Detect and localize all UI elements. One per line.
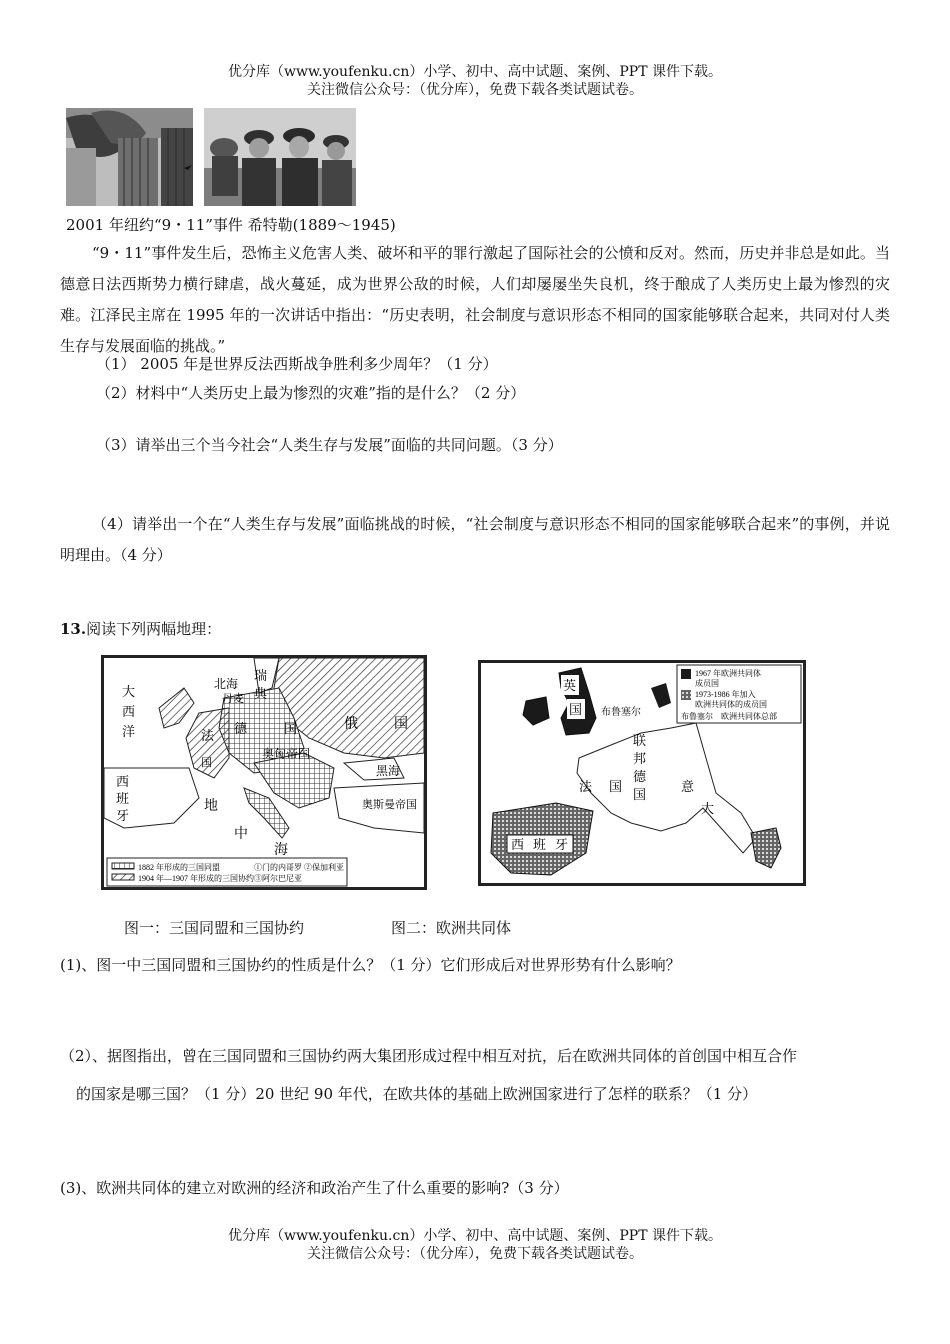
q13-sub1: (1)、图一中三国同盟和三国协约的性质是什么？（1 分）它们形成后对世界形势有什么影响？ bbox=[60, 956, 681, 974]
footer-line-2: 关注微信公众号：（优分库），免费下载各类试题试卷。 bbox=[307, 1246, 643, 1262]
svg-text:1973-1986 年加入: 1973-1986 年加入 bbox=[695, 690, 756, 699]
svg-text:欧洲共同体的成员国: 欧洲共同体的成员国 bbox=[695, 700, 767, 709]
svg-text:班: 班 bbox=[116, 791, 130, 806]
map1-label-austria-hungary: 奥匈帝国 bbox=[262, 747, 311, 761]
map1-label-france: 法 bbox=[201, 728, 215, 743]
svg-text:欧洲共同体总部: 欧洲共同体总部 bbox=[721, 712, 777, 721]
map1-label-black-sea: 黑海 bbox=[376, 764, 401, 778]
q13-sub2-line2: 的国家是哪三国？（1 分）20 世纪 90 年代，在欧共体的基础上欧洲国家进行了怎样的联系？（1 分） bbox=[76, 1085, 758, 1103]
header-line-2: 关注微信公众号：（优分库），免费下载各类试题试卷。 bbox=[307, 82, 643, 98]
svg-text:典: 典 bbox=[254, 686, 268, 701]
svg-text:丹麦: 丹麦 bbox=[222, 693, 244, 705]
q13-sub3: (3)、欧洲共同体的建立对欧洲的经济和政治产生了什么重要的影响?（3 分） bbox=[60, 1179, 569, 1197]
map1-label-ottoman: 奥斯曼帝国 bbox=[362, 799, 417, 811]
svg-text:国: 国 bbox=[609, 779, 623, 794]
header-line-1: 优分库（www.youfenku.cn）小学、初中、高中试题、案例、PPT 课件下载。 bbox=[227, 64, 722, 80]
svg-text:成员国: 成员国 bbox=[695, 679, 719, 688]
svg-text:布鲁塞尔: 布鲁塞尔 bbox=[681, 712, 713, 721]
q12-sub2: （2）材料中“人类历史上最为惨烈的灾难”指的是什么？（2 分） bbox=[96, 384, 526, 402]
map1-label-germany: 德 bbox=[234, 721, 248, 736]
map-european-community bbox=[478, 660, 806, 886]
footer-line-1: 优分库（www.youfenku.cn）小学、初中、高中试题、案例、PPT 课件下载。 bbox=[227, 1228, 722, 1244]
svg-text:牙: 牙 bbox=[555, 837, 569, 852]
map2-label-uk: 英 bbox=[563, 678, 577, 693]
svg-text:①门的内哥罗 ②保加利亚: ①门的内哥罗 ②保加利亚 bbox=[254, 863, 344, 872]
svg-text:国: 国 bbox=[633, 787, 647, 802]
map1-drawing bbox=[104, 658, 424, 887]
svg-text:西: 西 bbox=[122, 704, 136, 719]
svg-text:邦: 邦 bbox=[633, 751, 647, 766]
svg-text:国: 国 bbox=[569, 702, 583, 717]
svg-text:中: 中 bbox=[234, 827, 248, 842]
q13-title bbox=[60, 618, 221, 640]
svg-text:德: 德 bbox=[633, 769, 647, 784]
svg-text:大: 大 bbox=[701, 801, 715, 816]
svg-text:洋: 洋 bbox=[122, 724, 136, 739]
map-triple-alliance-entente bbox=[101, 655, 427, 890]
passage-text: “9・11”事件发生后，恐怖主义危害人类、破坏和平的罪行激起了国际社会的公愤和反对。然而，历史并非总是如此。当德意日法西斯势力横行肆虐，战火蔓延，成为世界公敌的时候，人们却屡屡坐失良机，终于酿成了人类历史上最为惨烈的灾难。江泽民主席在 1995 年的一次讲话中指出：“历史表明，社会制度与意识形态不相同的国家能够联合起来，共同对付人类生存与发展面临的挑战。” bbox=[60, 244, 890, 355]
svg-text:班: 班 bbox=[533, 837, 547, 852]
map2-caption: 图二：欧洲共同体 bbox=[391, 919, 512, 937]
map1-label-north-sea: 北海 bbox=[214, 677, 239, 691]
map2-drawing bbox=[481, 663, 803, 883]
map1-label-atlantic: 大 bbox=[122, 684, 136, 699]
q12-sub4: （4）请举出一个在“人类生存与发展”面临挑战的时候，“社会制度与意识形态不相同的国家能够联合起来”的事例，并说明理由。（4 分） bbox=[60, 515, 890, 564]
svg-text:1967 年欧洲共同体: 1967 年欧洲共同体 bbox=[695, 669, 761, 678]
q12-sub1: （1） 2005 年是世界反法西斯战争胜利多少周年？（1 分） bbox=[96, 355, 498, 373]
map1-label-spain: 西 bbox=[116, 774, 130, 789]
q13-number: 13. bbox=[60, 620, 87, 638]
photo-911-attack bbox=[66, 108, 193, 206]
svg-text:1882 年形成的三国同盟: 1882 年形成的三国同盟 bbox=[138, 863, 220, 872]
photo-caption: 2001 年纽约“9・11”事件 希特勒(1889～1945) bbox=[66, 216, 396, 234]
svg-text:国: 国 bbox=[284, 721, 298, 736]
q13-sub2-line1: （2）、据图指出，曾在三国同盟和三国协约两大集团形成过程中相互对抗，后在欧洲共同体的首创国中相互合作 bbox=[60, 1047, 798, 1065]
svg-text:瑞: 瑞 bbox=[254, 668, 268, 683]
q12-sub3: （3）请举出三个当今社会“人类生存与发展”面临的共同问题。（3 分） bbox=[96, 436, 563, 454]
svg-text:1904 年—1907 年形成的三国协约: 1904 年—1907 年形成的三国协约 bbox=[138, 874, 254, 883]
map2-label-west-germany: 联 bbox=[633, 733, 647, 748]
map1-label-russia: 俄 bbox=[344, 717, 358, 732]
map2-label-brussels: 布鲁塞尔 bbox=[601, 707, 641, 718]
svg-text:海: 海 bbox=[274, 843, 288, 858]
svg-text:国: 国 bbox=[201, 757, 212, 769]
svg-text:③阿尔巴尼亚: ③阿尔巴尼亚 bbox=[254, 874, 302, 883]
map2-label-france: 法 bbox=[579, 779, 593, 794]
svg-text:国: 国 bbox=[394, 717, 408, 732]
photo-hitler bbox=[204, 108, 356, 206]
map1-caption: 图一：三国同盟和三国协约 bbox=[124, 919, 305, 937]
map2-label-italy: 意 bbox=[681, 779, 695, 794]
svg-text:牙: 牙 bbox=[116, 808, 130, 823]
map2-label-spain: 西 bbox=[511, 837, 525, 852]
map1-label-mediterranean: 地 bbox=[204, 799, 218, 814]
q13-title-text: 阅读下列两幅地理： bbox=[86, 620, 222, 638]
